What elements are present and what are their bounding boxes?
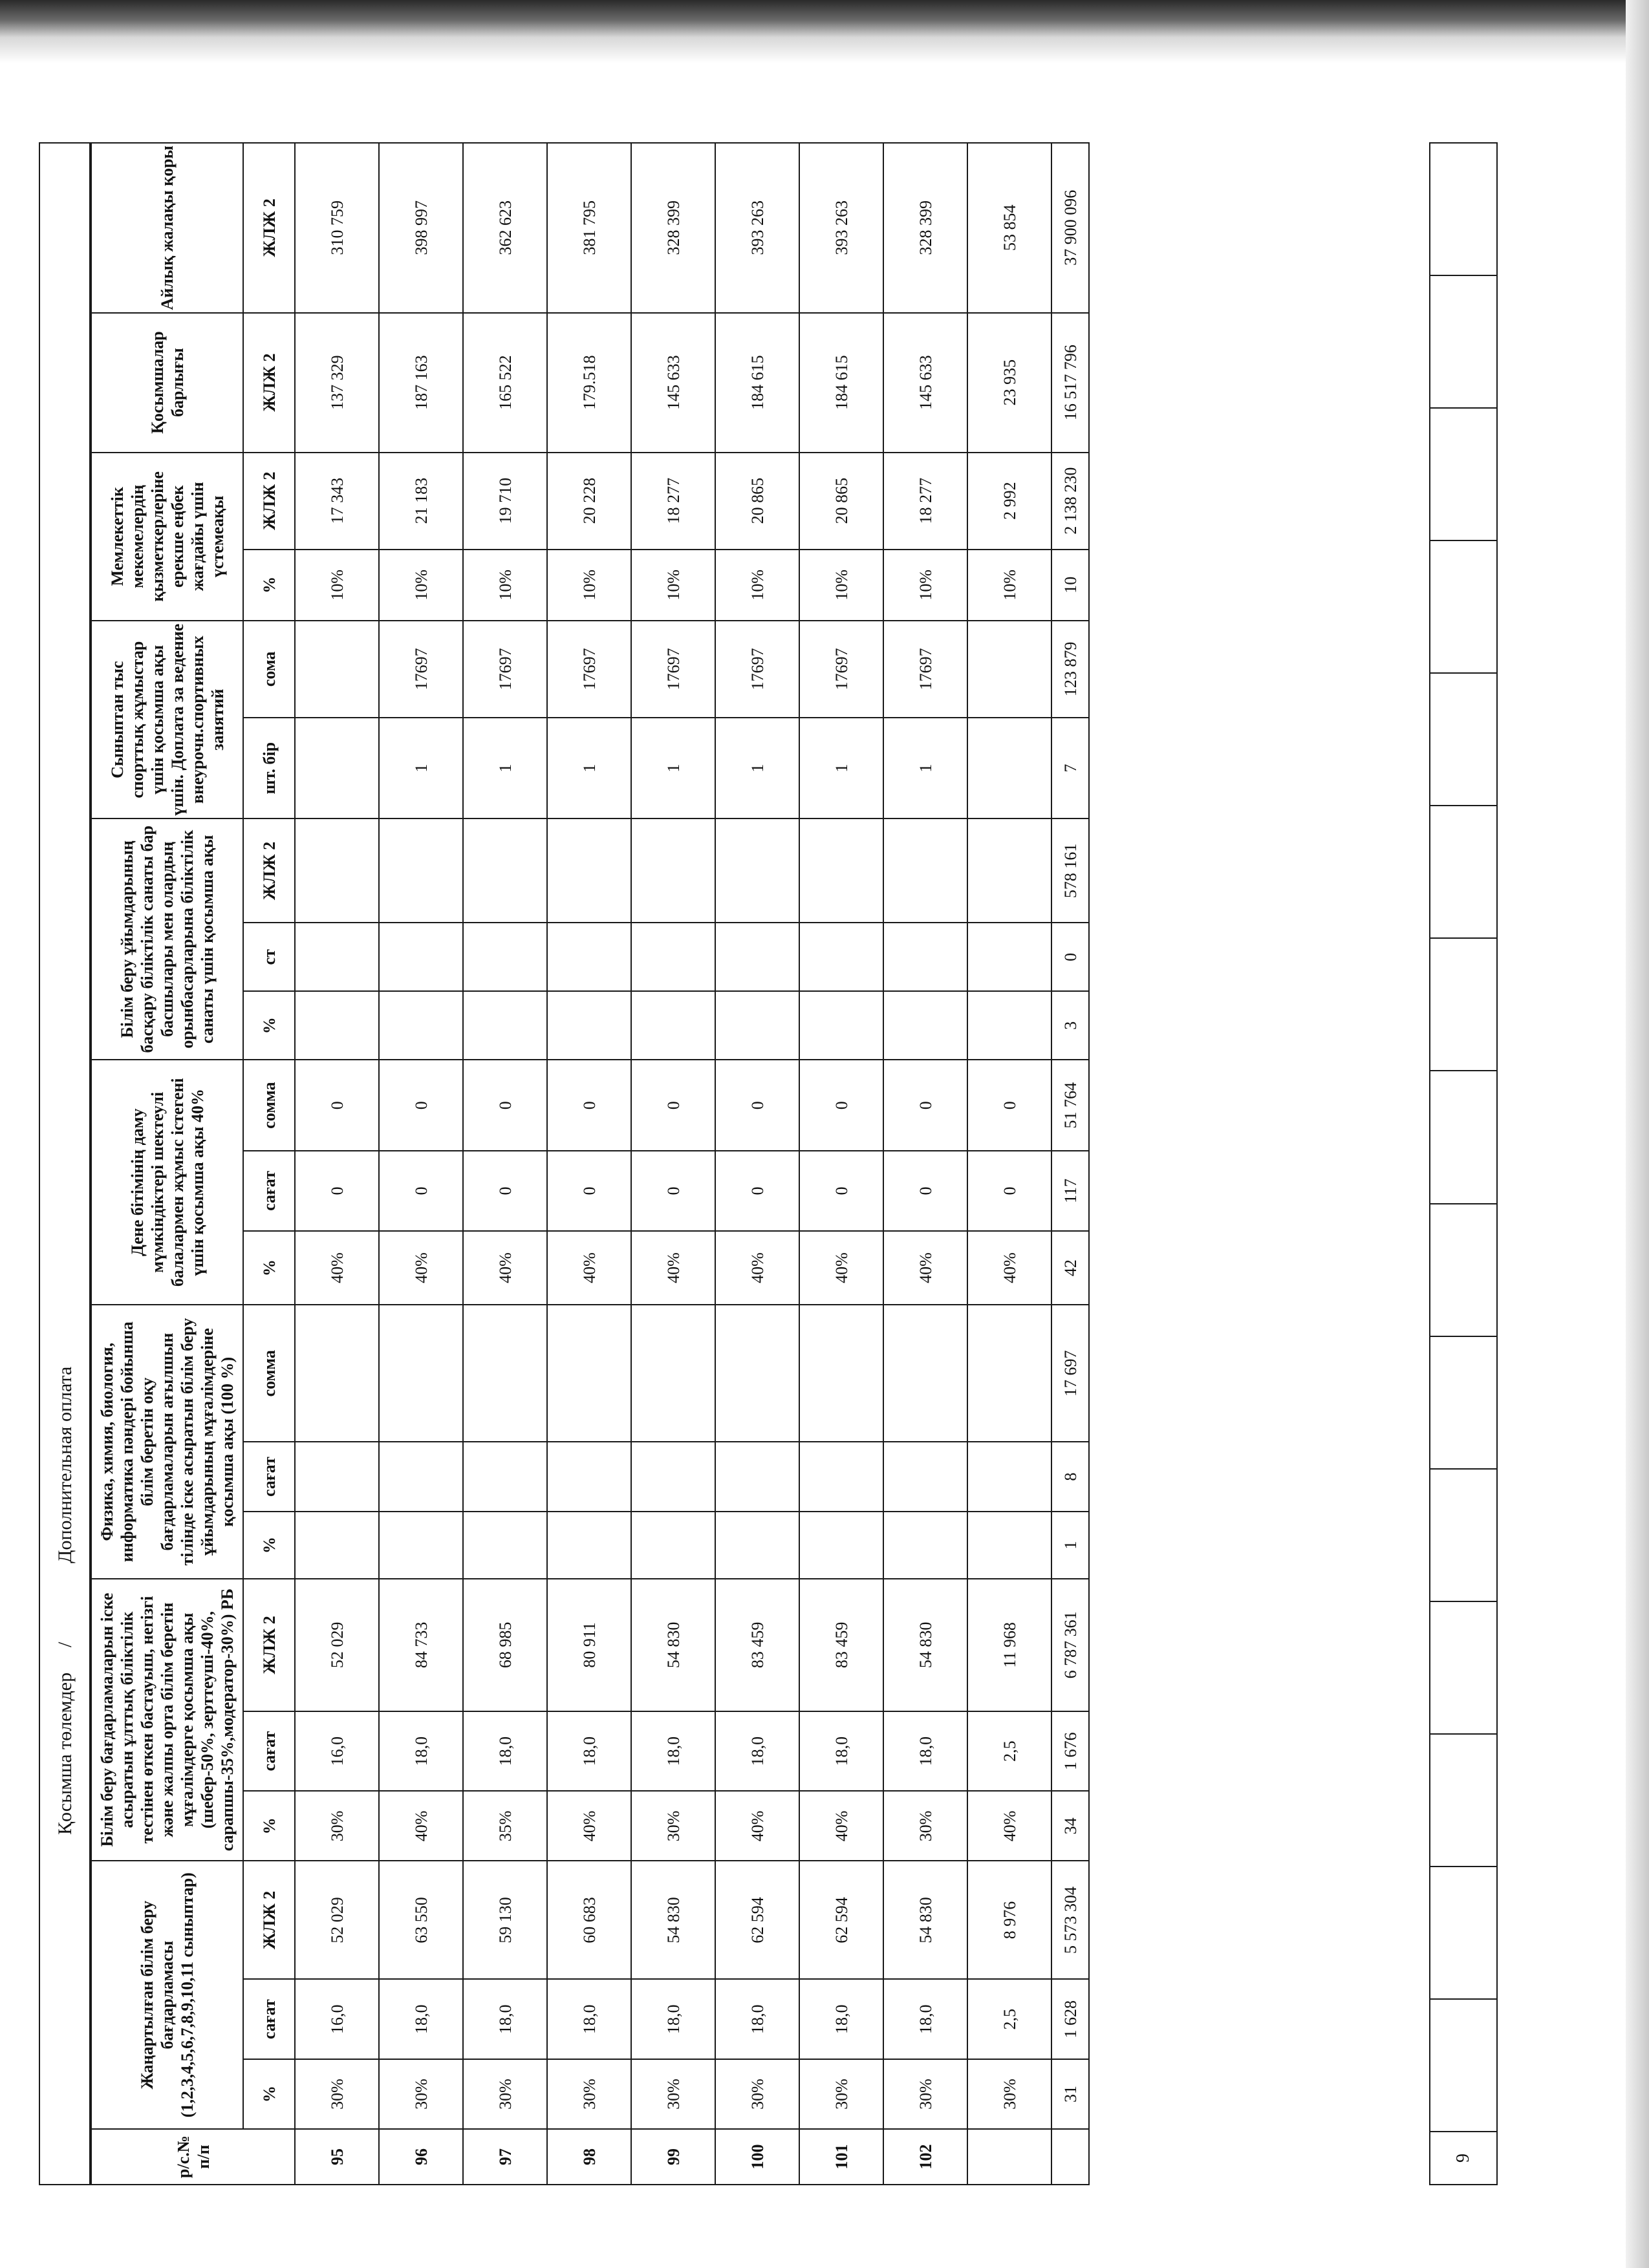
- table-cell: [295, 1442, 379, 1512]
- table-row: [799, 143, 883, 2185]
- table-cell: 10%: [295, 550, 379, 621]
- table-cell: 398 997: [379, 143, 463, 313]
- table-cell: 18,0: [715, 1711, 799, 1791]
- table-cell: 184 615: [715, 313, 799, 453]
- sub-g4-hours: сағат: [243, 1151, 295, 1230]
- table-cell: [967, 818, 1051, 923]
- table-cell: 59 130: [463, 1861, 547, 1979]
- table-cell: 30%: [883, 2059, 967, 2129]
- table-cell: 54 830: [631, 1861, 715, 1979]
- table-cell: 53 854: [967, 143, 1051, 313]
- table-cell: 0: [883, 1060, 967, 1151]
- row-number: 102: [883, 2129, 967, 2185]
- table-cell: 11 968: [967, 1579, 1051, 1711]
- sub-g5-pct: %: [243, 991, 295, 1060]
- table-cell: 1 628: [1051, 1979, 1089, 2059]
- table-cell: 20 228: [547, 453, 631, 550]
- table-cell: 3: [1051, 991, 1089, 1060]
- table-row: [379, 143, 463, 2185]
- table-cell: [967, 1512, 1051, 1579]
- table-cell: 40%: [967, 1791, 1051, 1861]
- table-row: [463, 143, 547, 2185]
- table-cell: 10%: [379, 550, 463, 621]
- table-cell: 10: [1051, 550, 1089, 621]
- table-cell: 18,0: [799, 1979, 883, 2059]
- table-row: [715, 143, 799, 2185]
- sub-g8-sum: ЖЛЖ 2: [243, 313, 295, 453]
- header-additions-total: Қосымшалар барлығы: [91, 313, 243, 453]
- table-cell: 40%: [295, 1231, 379, 1305]
- table-cell: [715, 1305, 799, 1442]
- table-cell: 18,0: [631, 1979, 715, 2059]
- table-cell: [379, 818, 463, 923]
- table-cell: [715, 991, 799, 1060]
- header-program: Жаңартылған білім беру бағдарламасы (1,2,3,4,5,6,7,8,9,10,11 сыныптар): [91, 1861, 243, 2129]
- table-cell: 54 830: [631, 1579, 715, 1711]
- table-cell: [379, 991, 463, 1060]
- footer-cell: [1430, 1601, 1497, 1734]
- table-cell: [715, 1512, 799, 1579]
- footer-cell: [1430, 1071, 1497, 1204]
- table-cell: [295, 718, 379, 819]
- sub-g3-pct: %: [243, 1512, 295, 1579]
- table-cell: [547, 923, 631, 991]
- header-english-subjects: Физика, химия, биология, информатика пәндері бойынша білім беретін оқу бағдарламаларын ағылшын тілінде іске асыратын білім беру ұйымдарының мұғалімдеріне қосымша ақы (100 %): [91, 1305, 243, 1578]
- table-cell: 17 343: [295, 453, 379, 550]
- table-cell: 18 277: [631, 453, 715, 550]
- table-cell: 6 787 361: [1051, 1579, 1089, 1711]
- table-cell: [463, 991, 547, 1060]
- table-cell: 10%: [715, 550, 799, 621]
- table-cell: [379, 1305, 463, 1442]
- header-special-conditions: Мемлекеттік мекемелердің қызметкерлеріне ерекше еңбек жағдайы үшін үстемеақы: [91, 453, 243, 621]
- footer-table: [1429, 142, 1498, 2185]
- sub-g3-sum: сомма: [243, 1305, 295, 1442]
- table-row: [295, 143, 379, 2185]
- table-cell: [967, 991, 1051, 1060]
- table-cell: 83 459: [715, 1579, 799, 1711]
- sub-g9-sum: ЖЛЖ 2: [243, 143, 295, 313]
- footer-number: 9: [1430, 2132, 1497, 2185]
- table-cell: [379, 1442, 463, 1512]
- table-cell: 2 138 230: [1051, 453, 1089, 550]
- table-cell: 20 865: [715, 453, 799, 550]
- table-cell: 578 161: [1051, 818, 1089, 923]
- sub-g6-sum: сома: [243, 621, 295, 718]
- table-cell: [967, 923, 1051, 991]
- table-cell: 16,0: [295, 1979, 379, 2059]
- table-cell: 0: [1051, 923, 1089, 991]
- table-cell: 0: [379, 1060, 463, 1151]
- sub-g5-sum: ЖЛЖ 2: [243, 818, 295, 923]
- table-cell: 52 029: [295, 1861, 379, 1979]
- table-cell: 1: [1051, 1512, 1089, 1579]
- table-cell: 0: [631, 1060, 715, 1151]
- sub-g5-rate: ст: [243, 923, 295, 991]
- table-cell: [463, 1512, 547, 1579]
- table-cell: 17 697: [1051, 1305, 1089, 1442]
- caption-left: Қосымша төлемдер: [54, 1672, 76, 1835]
- table-cell: 30%: [799, 2059, 883, 2129]
- table-cell: 8: [1051, 1442, 1089, 1512]
- table-cell: 17697: [799, 621, 883, 718]
- caption-right: Дополнительная оплата: [54, 1366, 76, 1563]
- header-sport: Сыныптан тыс спорттық жұмыстар үшін қосымша ақы үшін. Доплата за ведение внеурочн.спортивных занятий: [91, 621, 243, 819]
- table-cell: 0: [547, 1151, 631, 1230]
- table-cell: 0: [547, 1060, 631, 1151]
- table-cell: 2 992: [967, 453, 1051, 550]
- table-cell: 60 683: [547, 1861, 631, 1979]
- sub-g4-pct: %: [243, 1231, 295, 1305]
- row-number: 101: [799, 2129, 883, 2185]
- table-cell: 40%: [379, 1791, 463, 1861]
- caption-separator: /: [54, 1642, 76, 1647]
- table-cell: 40%: [799, 1791, 883, 1861]
- table-cell: [295, 818, 379, 923]
- table-cell: 17697: [379, 621, 463, 718]
- table-cell: [547, 991, 631, 1060]
- row-number: 100: [715, 2129, 799, 2185]
- footer-cell: [1430, 1999, 1497, 2132]
- table-cell: [463, 818, 547, 923]
- table-cell: 18,0: [379, 1711, 463, 1791]
- row-number: 96: [379, 2129, 463, 2185]
- sub-g1-sum: ЖЛЖ 2: [243, 1861, 295, 1979]
- row-number: [967, 2129, 1051, 2185]
- sub-g6-units: шт. бір: [243, 718, 295, 819]
- table-cell: 17697: [547, 621, 631, 718]
- table-cell: [883, 1305, 967, 1442]
- table-cell: 18,0: [379, 1979, 463, 2059]
- table-cell: [631, 818, 715, 923]
- table-cell: [547, 818, 631, 923]
- table-cell: [799, 923, 883, 991]
- table-cell: 63 550: [379, 1861, 463, 1979]
- footer-cell: [1430, 1336, 1497, 1469]
- table-cell: 2,5: [967, 1979, 1051, 2059]
- sub-g2-hours: сағат: [243, 1711, 295, 1791]
- sub-g7-pct: %: [243, 550, 295, 621]
- table-row: [547, 143, 631, 2185]
- table-cell: 2,5: [967, 1711, 1051, 1791]
- table-cell: 7: [1051, 718, 1089, 819]
- table-cell: [883, 991, 967, 1060]
- table-cell: [967, 1305, 1051, 1442]
- table-cell: [463, 923, 547, 991]
- table-cell: [883, 818, 967, 923]
- row-number: 97: [463, 2129, 547, 2185]
- table-cell: 18,0: [547, 1979, 631, 2059]
- table-cell: [463, 1305, 547, 1442]
- table-cell: [799, 1442, 883, 1512]
- table-cell: 30%: [967, 2059, 1051, 2129]
- table-cell: [631, 1442, 715, 1512]
- table-cell: 0: [295, 1060, 379, 1151]
- table-cell: [295, 923, 379, 991]
- table-cell: 80 911: [547, 1579, 631, 1711]
- sub-g1-hours: сағат: [243, 1979, 295, 2059]
- table-cell: 23 935: [967, 313, 1051, 453]
- header-rownum: р/с.№ п/п: [91, 2129, 295, 2185]
- sub-g2-sum: ЖЛЖ 2: [243, 1579, 295, 1711]
- table-row: [883, 143, 967, 2185]
- table-cell: 8 976: [967, 1861, 1051, 1979]
- table-cell: [379, 923, 463, 991]
- scan-right-edge: [1626, 0, 1649, 2268]
- table-cell: 16 517 796: [1051, 313, 1089, 453]
- table-cell: [883, 1512, 967, 1579]
- table-cell: 0: [799, 1151, 883, 1230]
- table-cell: 30%: [883, 1791, 967, 1861]
- table-cell: [631, 923, 715, 991]
- table-cell: 17697: [463, 621, 547, 718]
- table-cell: 40%: [715, 1791, 799, 1861]
- table-body: [295, 143, 1089, 2185]
- table-caption: [39, 142, 91, 2185]
- table-cell: 40%: [715, 1231, 799, 1305]
- table-cell: 40%: [967, 1231, 1051, 1305]
- header-national-test: Білім беру бағдарламаларын іске асыратын ұлттық біліктілік тестінен өткен бастауыш, негізгі және жалпы орта білім беретін мұғалімдерге қосымша ақы (шебер-50%, зерттеуші-40%, сарапшы-35%,модератор-30%) РБ: [91, 1579, 243, 1861]
- table-cell: 18,0: [631, 1711, 715, 1791]
- table-cell: 37 900 096: [1051, 143, 1089, 313]
- table-cell: 84 733: [379, 1579, 463, 1711]
- table-cell: 18,0: [883, 1979, 967, 2059]
- sub-g3-hours: сағат: [243, 1442, 295, 1512]
- row-number: 98: [547, 2129, 631, 2185]
- table-cell: [883, 923, 967, 991]
- table-cell: 117: [1051, 1151, 1089, 1230]
- table-cell: 0: [715, 1060, 799, 1151]
- table-cell: 30%: [295, 2059, 379, 2129]
- table-cell: 10%: [967, 550, 1051, 621]
- table-cell: 310 759: [295, 143, 379, 313]
- totals-row: [1051, 143, 1089, 2185]
- table-cell: 1: [715, 718, 799, 819]
- table-cell: 31: [1051, 2059, 1089, 2129]
- table-cell: 18 277: [883, 453, 967, 550]
- table-cell: 40%: [883, 1231, 967, 1305]
- table-cell: 18,0: [547, 1711, 631, 1791]
- table-cell: 42: [1051, 1231, 1089, 1305]
- table-cell: 0: [883, 1151, 967, 1230]
- table-cell: 21 183: [379, 453, 463, 550]
- table-cell: 145 633: [631, 313, 715, 453]
- table-cell: 0: [463, 1151, 547, 1230]
- table-cell: [883, 1442, 967, 1512]
- table-cell: 20 865: [799, 453, 883, 550]
- table-cell: 123 879: [1051, 621, 1089, 718]
- table-cell: 0: [799, 1060, 883, 1151]
- sub-g1-pct: %: [243, 2059, 295, 2129]
- payroll-table: [91, 142, 1090, 2185]
- table-cell: 40%: [547, 1791, 631, 1861]
- table-cell: [967, 621, 1051, 718]
- footer-cell: [1430, 1734, 1497, 1867]
- footer-cell: [1430, 540, 1497, 673]
- table-cell: [799, 991, 883, 1060]
- table-cell: [379, 1512, 463, 1579]
- table-cell: 165 522: [463, 313, 547, 453]
- header-monthly-fund: Айлық жалақы қоры: [91, 143, 243, 313]
- table-cell: 10%: [463, 550, 547, 621]
- table-cell: 40%: [547, 1231, 631, 1305]
- row-number: [1051, 2129, 1089, 2185]
- table-cell: 40%: [463, 1231, 547, 1305]
- table-cell: 17697: [631, 621, 715, 718]
- table-cell: 0: [295, 1151, 379, 1230]
- table-cell: 52 029: [295, 1579, 379, 1711]
- row-number: 99: [631, 2129, 715, 2185]
- table-cell: 1: [799, 718, 883, 819]
- table-cell: 328 399: [631, 143, 715, 313]
- table-cell: 40%: [799, 1231, 883, 1305]
- table-cell: [463, 1442, 547, 1512]
- table-cell: 1: [547, 718, 631, 819]
- table-cell: 18,0: [715, 1979, 799, 2059]
- footer-cell: [1430, 1469, 1497, 1601]
- table-cell: 1: [631, 718, 715, 819]
- table-cell: 179.518: [547, 313, 631, 453]
- table-cell: 0: [715, 1151, 799, 1230]
- table-cell: [967, 1442, 1051, 1512]
- table-cell: 1: [883, 718, 967, 819]
- table-cell: [295, 1305, 379, 1442]
- table-cell: [799, 1305, 883, 1442]
- footer-cell: [1430, 408, 1497, 540]
- table-cell: 187 163: [379, 313, 463, 453]
- table-cell: 30%: [715, 2059, 799, 2129]
- table-cell: 30%: [631, 1791, 715, 1861]
- table-cell: [631, 991, 715, 1060]
- table-cell: 51 764: [1051, 1060, 1089, 1151]
- table-cell: 328 399: [883, 143, 967, 313]
- page-shadow: [0, 37, 1649, 63]
- footer-cell: [1430, 673, 1497, 806]
- table-row: [631, 143, 715, 2185]
- table-cell: [715, 923, 799, 991]
- table-cell: 0: [631, 1151, 715, 1230]
- table-cell: [799, 1512, 883, 1579]
- table-cell: 30%: [463, 2059, 547, 2129]
- table-cell: 137 329: [295, 313, 379, 453]
- table-cell: 16,0: [295, 1711, 379, 1791]
- table-cell: 30%: [547, 2059, 631, 2129]
- table-cell: 54 830: [883, 1579, 967, 1711]
- table-cell: 40%: [379, 1231, 463, 1305]
- table-cell: 40%: [631, 1231, 715, 1305]
- table-cell: [631, 1305, 715, 1442]
- table-cell: 54 830: [883, 1861, 967, 1979]
- table-cell: 18,0: [463, 1979, 547, 2059]
- header-special-needs: Дене бітімінің даму мүмкіндіктері шектеулі балалармен жұмыс істегені үшін қосымша ақы 40%: [91, 1060, 243, 1305]
- footer-cell: [1430, 938, 1497, 1071]
- table-cell: [967, 718, 1051, 819]
- footer-cell: [1430, 1867, 1497, 1999]
- table-cell: 18,0: [883, 1711, 967, 1791]
- scan-dark-edge: [0, 0, 1649, 37]
- table-cell: [799, 818, 883, 923]
- table-cell: [715, 1442, 799, 1512]
- table-cell: 5 573 304: [1051, 1861, 1089, 1979]
- footer-cell: [1430, 1204, 1497, 1336]
- table-cell: 30%: [631, 2059, 715, 2129]
- table-cell: 30%: [295, 1791, 379, 1861]
- footer-cell: [1430, 806, 1497, 938]
- table-cell: 1: [463, 718, 547, 819]
- table-cell: 10%: [799, 550, 883, 621]
- table-cell: [547, 1442, 631, 1512]
- table-cell: 19 710: [463, 453, 547, 550]
- table-cell: 145 633: [883, 313, 967, 453]
- header-management-category: Білім беру ұйымдарының басқару біліктілік санаты бар басшылары мен олардың орынбасарларына біліктілік санаты үшін қосымша ақы: [91, 818, 243, 1060]
- footer-cell: [1430, 143, 1497, 275]
- rotated-page: [39, 129, 1539, 2211]
- table-cell: 184 615: [799, 313, 883, 453]
- table-cell: 10%: [883, 550, 967, 621]
- table-cell: [295, 621, 379, 718]
- table-cell: 17697: [715, 621, 799, 718]
- footer-cell: [1430, 275, 1497, 408]
- table-cell: 62 594: [799, 1861, 883, 1979]
- table-cell: [631, 1512, 715, 1579]
- sub-g2-pct: %: [243, 1791, 295, 1861]
- table-cell: [295, 1512, 379, 1579]
- table-cell: 10%: [547, 550, 631, 621]
- table-cell: 18,0: [799, 1711, 883, 1791]
- table-cell: 393 263: [715, 143, 799, 313]
- table-cell: 62 594: [715, 1861, 799, 1979]
- table-cell: 393 263: [799, 143, 883, 313]
- table-cell: 35%: [463, 1791, 547, 1861]
- table-cell: 0: [967, 1151, 1051, 1230]
- table-cell: 1 676: [1051, 1711, 1089, 1791]
- table-cell: 83 459: [799, 1579, 883, 1711]
- row-number: 95: [295, 2129, 379, 2185]
- table-cell: 18,0: [463, 1711, 547, 1791]
- table-row: [967, 143, 1051, 2185]
- table-cell: 1: [379, 718, 463, 819]
- table-cell: [295, 991, 379, 1060]
- sub-g7-sum: ЖЛЖ 2: [243, 453, 295, 550]
- table-cell: 68 985: [463, 1579, 547, 1711]
- table-cell: 362 623: [463, 143, 547, 313]
- table-cell: 30%: [379, 2059, 463, 2129]
- table-cell: 0: [967, 1060, 1051, 1151]
- table-cell: [547, 1305, 631, 1442]
- table-cell: 10%: [631, 550, 715, 621]
- table-cell: 34: [1051, 1791, 1089, 1861]
- sub-g4-sum: сомма: [243, 1060, 295, 1151]
- table-cell: 17697: [883, 621, 967, 718]
- table-cell: 381 795: [547, 143, 631, 313]
- table-cell: [715, 818, 799, 923]
- table-cell: [547, 1512, 631, 1579]
- table-cell: 0: [463, 1060, 547, 1151]
- table-cell: 0: [379, 1151, 463, 1230]
